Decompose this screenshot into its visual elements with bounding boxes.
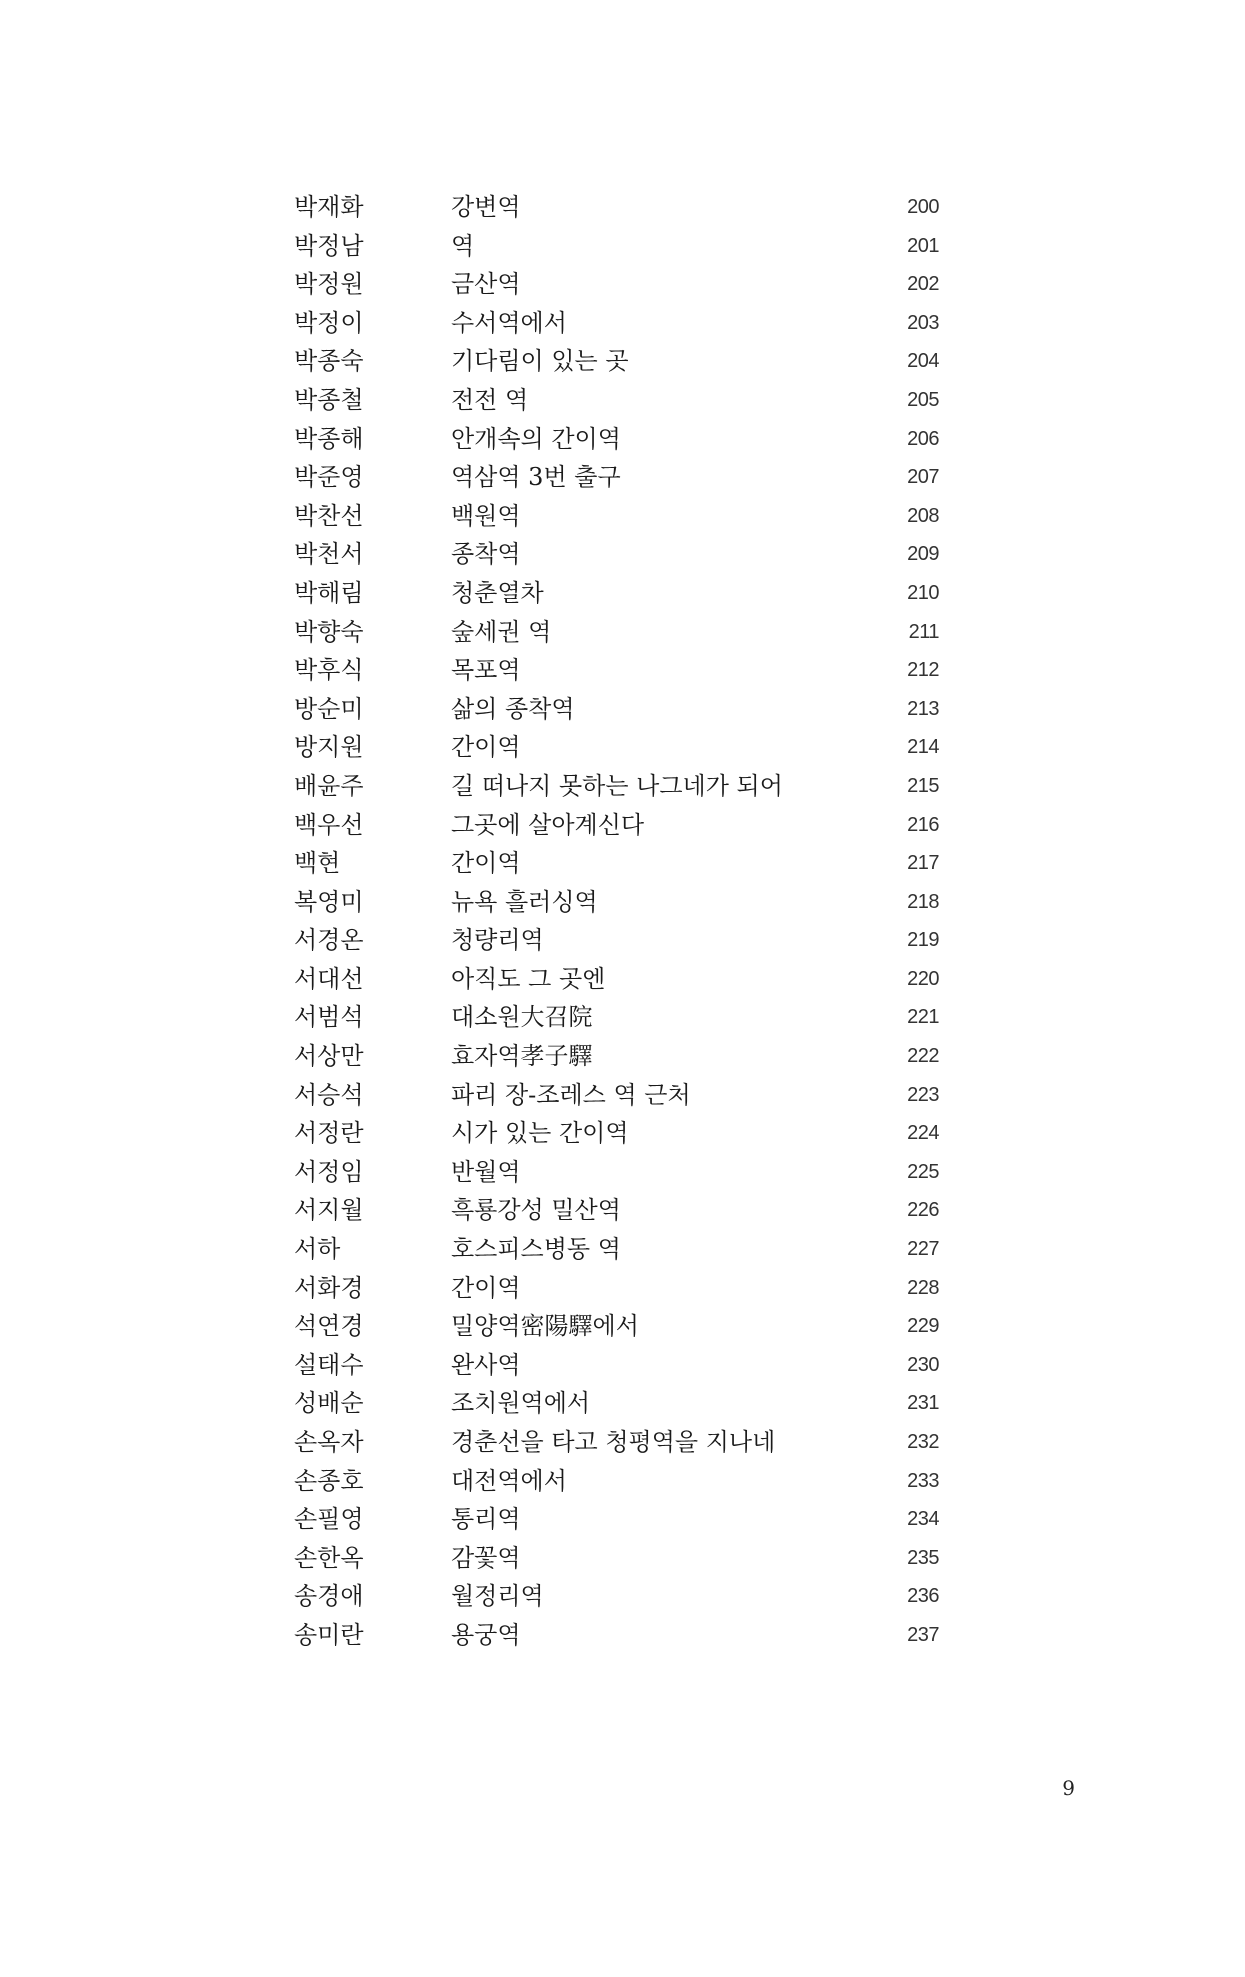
toc-author: 백우선 (294, 810, 364, 839)
toc-entry (0, 304, 1245, 343)
toc-title: 기다림이 있는 곳 (451, 347, 629, 376)
toc-author: 서대선 (294, 964, 364, 993)
toc-entry (0, 1037, 1245, 1076)
toc-page-number: 200 (907, 196, 939, 218)
toc-title: 통리역 (451, 1505, 521, 1534)
toc-author: 성배순 (294, 1389, 364, 1418)
toc-page-number: 212 (907, 659, 939, 682)
toc-page-number: 234 (907, 1508, 939, 1531)
toc-entry (0, 728, 1245, 767)
toc-page-number: 237 (907, 1623, 939, 1646)
toc-title: 간이역 (451, 1273, 521, 1302)
toc-page-number: 233 (907, 1469, 939, 1492)
toc-page-number: 219 (907, 929, 939, 952)
toc-page-number: 208 (907, 504, 939, 527)
toc-author: 박천서 (294, 540, 364, 569)
toc-title: 완사역 (451, 1350, 521, 1379)
toc-page-number: 216 (907, 813, 939, 836)
toc-page-number: 230 (907, 1353, 939, 1376)
toc-page-number: 203 (907, 311, 939, 334)
toc-entry (0, 420, 1245, 459)
toc-page-number: 204 (907, 350, 939, 373)
toc-author: 손종호 (294, 1466, 364, 1495)
toc-title: 금산역 (451, 270, 521, 299)
toc-title: 아직도 그 곳엔 (451, 964, 606, 993)
toc-entry (0, 1153, 1245, 1192)
toc-author: 박정이 (294, 308, 364, 337)
toc-author: 석연경 (294, 1312, 364, 1341)
toc-page-number: 225 (907, 1160, 939, 1183)
toc-page-number: 221 (907, 1006, 939, 1029)
toc-entry (0, 1577, 1245, 1616)
toc-entry (0, 1191, 1245, 1230)
toc-title: 역 (451, 231, 475, 260)
toc-entry (0, 883, 1245, 922)
page-number: 9 (1062, 1776, 1075, 1800)
toc-author: 방지원 (294, 733, 364, 762)
toc-entry (0, 458, 1245, 497)
toc-title: 대소원大召院 (451, 1003, 593, 1032)
toc-author: 서상만 (294, 1042, 364, 1071)
toc-author: 박정원 (294, 270, 364, 299)
toc-page-number: 201 (907, 234, 939, 257)
toc-page-number: 214 (907, 736, 939, 759)
toc-author: 박정남 (294, 231, 364, 260)
toc-entry (0, 1500, 1245, 1539)
toc-page-number: 226 (907, 1199, 939, 1222)
toc-entry (0, 844, 1245, 883)
toc-title: 전전 역 (451, 385, 529, 414)
toc-author: 박종철 (294, 385, 364, 414)
toc-entry (0, 1539, 1245, 1578)
toc-author: 서승석 (294, 1080, 364, 1109)
toc-author: 박재화 (294, 193, 364, 221)
toc-author: 박찬선 (294, 501, 364, 530)
toc-entry (0, 1346, 1245, 1385)
toc-entry (0, 1423, 1245, 1462)
toc-entry (0, 265, 1245, 304)
toc-entry (0, 1384, 1245, 1423)
toc-author: 손한옥 (294, 1543, 364, 1572)
toc-title: 목포역 (451, 656, 521, 685)
toc-entry (0, 767, 1245, 806)
toc-page-number: 211 (908, 620, 939, 643)
toc-entry (0, 921, 1245, 960)
toc-title: 용궁역 (451, 1620, 521, 1649)
toc-entry (0, 806, 1245, 845)
toc-author: 복영미 (294, 887, 364, 916)
toc-author: 박해림 (294, 578, 364, 607)
toc-title: 조치원역에서 (451, 1389, 591, 1418)
toc-page-number: 222 (907, 1045, 939, 1068)
toc-page-number: 217 (907, 852, 939, 875)
toc-author: 박후식 (294, 656, 364, 685)
toc-title: 간이역 (451, 849, 521, 878)
toc-page-number: 235 (907, 1546, 939, 1569)
toc-title: 강변역 (451, 193, 521, 221)
toc-author: 서범석 (294, 1003, 364, 1032)
toc-page-number: 202 (907, 273, 939, 296)
toc-title: 수서역에서 (451, 308, 567, 337)
toc-title: 길 떠나지 못하는 나그네가 되어 (451, 771, 783, 800)
toc-title: 안개속의 간이역 (451, 424, 621, 453)
toc-author: 서지월 (294, 1196, 364, 1225)
toc-title: 월정리역 (451, 1582, 544, 1611)
toc-author: 손필영 (294, 1505, 364, 1534)
toc-title: 밀양역密陽驛에서 (451, 1312, 639, 1341)
toc-entry (0, 227, 1245, 266)
toc-author: 배윤주 (294, 771, 364, 800)
toc-title: 효자역孝子驛 (451, 1042, 593, 1071)
toc-entry (0, 1076, 1245, 1115)
toc-title: 숲세권 역 (451, 617, 552, 646)
toc-page-number: 229 (907, 1315, 939, 1338)
toc-page-number: 207 (907, 466, 939, 489)
toc-page-number: 213 (907, 697, 939, 720)
toc-entry (0, 1462, 1245, 1501)
toc-page-number: 218 (907, 890, 939, 913)
toc-title: 파리 장-조레스 역 근처 (451, 1080, 691, 1109)
toc-title: 종착역 (451, 540, 521, 569)
toc-title: 시가 있는 간이역 (451, 1119, 629, 1148)
toc-author: 서하 (294, 1235, 341, 1264)
toc-page-number: 220 (907, 967, 939, 990)
toc-author: 서정란 (294, 1119, 364, 1148)
toc-entry (0, 651, 1245, 690)
toc-author: 송미란 (294, 1620, 364, 1649)
toc-page-number: 209 (907, 543, 939, 566)
toc-entry (0, 1114, 1245, 1153)
toc-entry (0, 1307, 1245, 1346)
toc-page-number: 232 (907, 1431, 939, 1453)
toc-entry (0, 1616, 1245, 1655)
toc-entry (0, 188, 1245, 227)
toc-author: 서화경 (294, 1273, 364, 1302)
toc-page-number: 236 (907, 1585, 939, 1608)
toc-entry (0, 535, 1245, 574)
table-of-contents (0, 188, 1245, 1655)
toc-page-number: 205 (907, 388, 939, 411)
toc-author: 방순미 (294, 694, 364, 723)
toc-author: 설태수 (294, 1350, 364, 1379)
toc-author: 박종숙 (294, 347, 364, 376)
toc-author: 박종해 (294, 424, 364, 453)
toc-entry (0, 960, 1245, 999)
toc-title: 호스피스병동 역 (451, 1235, 621, 1264)
toc-page-number: 227 (907, 1238, 939, 1261)
toc-title: 대전역에서 (451, 1466, 567, 1495)
toc-author: 손옥자 (294, 1428, 364, 1456)
toc-page-number: 228 (907, 1276, 939, 1299)
toc-title: 흑룡강성 밀산역 (451, 1196, 621, 1225)
toc-title: 경춘선을 타고 청평역을 지나네 (451, 1428, 776, 1456)
toc-page-number: 223 (907, 1083, 939, 1106)
toc-page-number: 215 (907, 774, 939, 797)
toc-page-number: 210 (907, 581, 939, 604)
toc-entry (0, 1230, 1245, 1269)
toc-entry (0, 342, 1245, 381)
toc-entry (0, 613, 1245, 652)
toc-title: 역삼역 3번 출구 (451, 463, 621, 492)
toc-entry (0, 381, 1245, 420)
toc-title: 삶의 종착역 (451, 694, 575, 723)
toc-title: 감꽃역 (451, 1543, 521, 1572)
toc-title: 반월역 (451, 1157, 521, 1186)
toc-author: 서경온 (294, 926, 364, 955)
toc-page-number: 224 (907, 1122, 939, 1145)
toc-entry (0, 998, 1245, 1037)
toc-entry (0, 497, 1245, 536)
toc-author: 박준영 (294, 463, 364, 492)
toc-author: 박향숙 (294, 617, 364, 646)
toc-title: 청량리역 (451, 926, 544, 955)
toc-author: 백현 (294, 849, 341, 878)
toc-entry (0, 690, 1245, 729)
toc-page-number: 206 (907, 427, 939, 450)
toc-author: 송경애 (294, 1582, 364, 1611)
toc-title: 간이역 (451, 733, 521, 762)
toc-entry (0, 574, 1245, 613)
toc-title: 청춘열차 (451, 578, 544, 607)
toc-author: 서정임 (294, 1157, 364, 1186)
toc-title: 백원역 (451, 501, 521, 530)
toc-page-number: 231 (907, 1392, 939, 1415)
toc-title: 그곳에 살아계신다 (451, 810, 645, 839)
toc-title: 뉴욕 흘러싱역 (451, 887, 598, 916)
toc-entry (0, 1269, 1245, 1308)
